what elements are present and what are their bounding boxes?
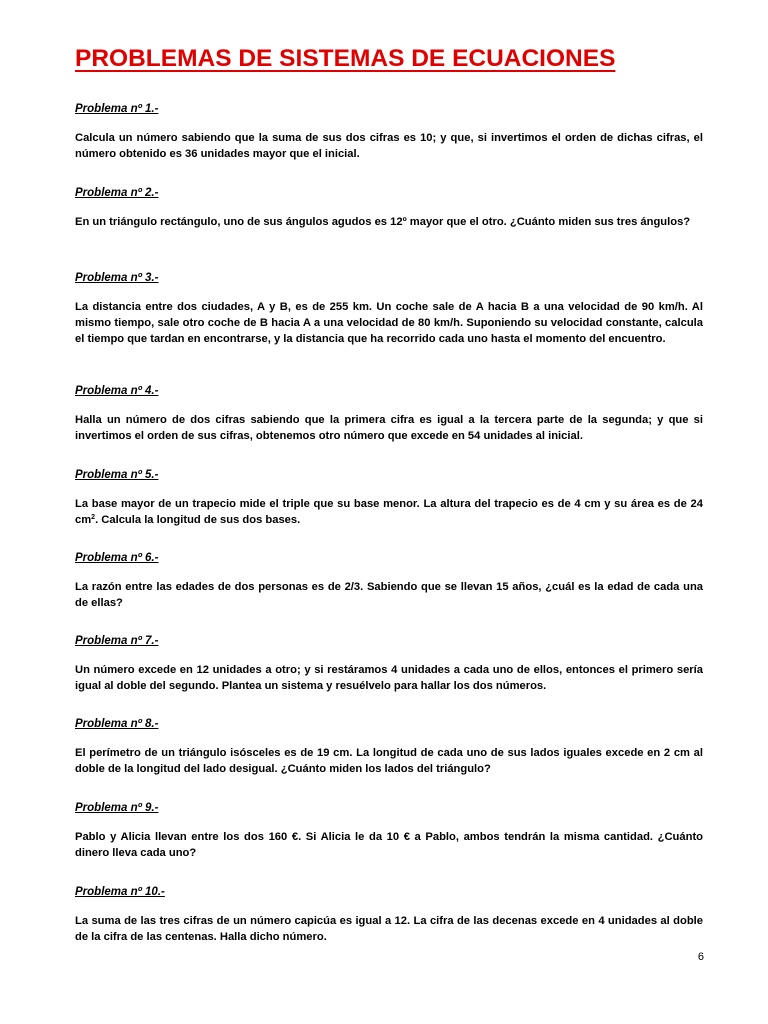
problem-7 bbox=[75, 633, 703, 694]
problem-statement: La razón entre las edades de dos personas es de 2/3. Sabiendo que se llevan 15 años, ¿cuál es la edad de cada una de ellas? bbox=[75, 581, 703, 609]
problem-heading: Problema nº 10.- bbox=[75, 886, 165, 898]
page-number: 6 bbox=[697, 951, 704, 963]
problem-statement bbox=[75, 496, 703, 528]
superscript-exponent: 2 bbox=[91, 514, 96, 521]
problem-2 bbox=[75, 185, 703, 230]
problem-10 bbox=[75, 884, 703, 945]
problem-statement: La distancia entre dos ciudades, A y B, es de 255 km. Un coche sale de A hacia B a una velocidad de 90 km/h. Al mismo tiempo, sale otro coche de B hacia A a una velocidad de 80 km/h. Suponiendo su velocidad constante, calcula el tiempo que tardan en encontrarse, y la distancia que ha recorrido cada uno hasta el momento del encuentro. bbox=[75, 301, 703, 345]
problem-statement: La suma de las tres cifras de un número capicúa es igual a 12. La cifra de las decenas excede en 4 unidades al doble de la cifra de las centenas. Halla dicho número. bbox=[75, 915, 703, 943]
problem-statement: Un número excede en 12 unidades a otro; y si restáramos 4 unidades a cada uno de ellos, entonces el primero sería igual al doble del segundo. Plantea un sistema y resuélvelo para hallar los dos números. bbox=[75, 664, 703, 692]
problem-1 bbox=[75, 101, 703, 162]
problem-heading: Problema nº 1.- bbox=[75, 103, 159, 115]
problem-heading: Problema nº 4.- bbox=[75, 385, 159, 397]
problem-9 bbox=[75, 800, 703, 861]
problem-4 bbox=[75, 383, 703, 444]
problem-statement: En un triángulo rectángulo, uno de sus ángulos agudos es 12º mayor que el otro. ¿Cuánto miden sus tres ángulos? bbox=[75, 216, 691, 228]
problem-heading: Problema nº 2.- bbox=[75, 187, 159, 199]
problem-statement: Calcula un número sabiendo que la suma de sus dos cifras es 10; y que, si invertimos el orden de dichas cifras, el número obtenido es 36 unidades mayor que el inicial. bbox=[75, 132, 703, 160]
problem-heading: Problema nº 5.- bbox=[75, 469, 159, 481]
problem-text-part: . Calcula la longitud de sus dos bases. bbox=[95, 514, 301, 526]
problem-heading: Problema nº 7.- bbox=[75, 635, 159, 647]
problem-heading: Problema nº 3.- bbox=[75, 272, 159, 284]
problem-3 bbox=[75, 270, 703, 347]
problem-heading: Problema nº 9.- bbox=[75, 802, 159, 814]
problem-statement: Pablo y Alicia llevan entre los dos 160 €. Si Alicia le da 10 € a Pablo, ambos tendrán la misma cantidad. ¿Cuánto dinero lleva cada uno? bbox=[75, 831, 703, 859]
problem-heading: Problema nº 8.- bbox=[75, 718, 159, 730]
page-title: PROBLEMAS DE SISTEMAS DE ECUACIONES bbox=[75, 45, 616, 72]
problem-6 bbox=[75, 550, 703, 611]
problem-statement: El perímetro de un triángulo isósceles es de 19 cm. La longitud de cada uno de sus lados iguales excede en 2 cm al doble de la longitud del lado desigual. ¿Cuánto miden los lados del triángulo? bbox=[75, 747, 703, 775]
problem-statement: Halla un número de dos cifras sabiendo que la primera cifra es igual a la tercera parte de la segunda; y que si invertimos el orden de sus cifras, obtenemos otro número que excede en 54 unidades al inicial. bbox=[75, 414, 703, 442]
problem-heading: Problema nº 6.- bbox=[75, 552, 159, 564]
problem-text-part: La base mayor de un trapecio mide el triple que su base menor. La altura del trapecio es de 4 cm y su área es de 24 cm bbox=[75, 498, 703, 526]
problem-5 bbox=[75, 467, 703, 528]
problem-8 bbox=[75, 716, 703, 777]
